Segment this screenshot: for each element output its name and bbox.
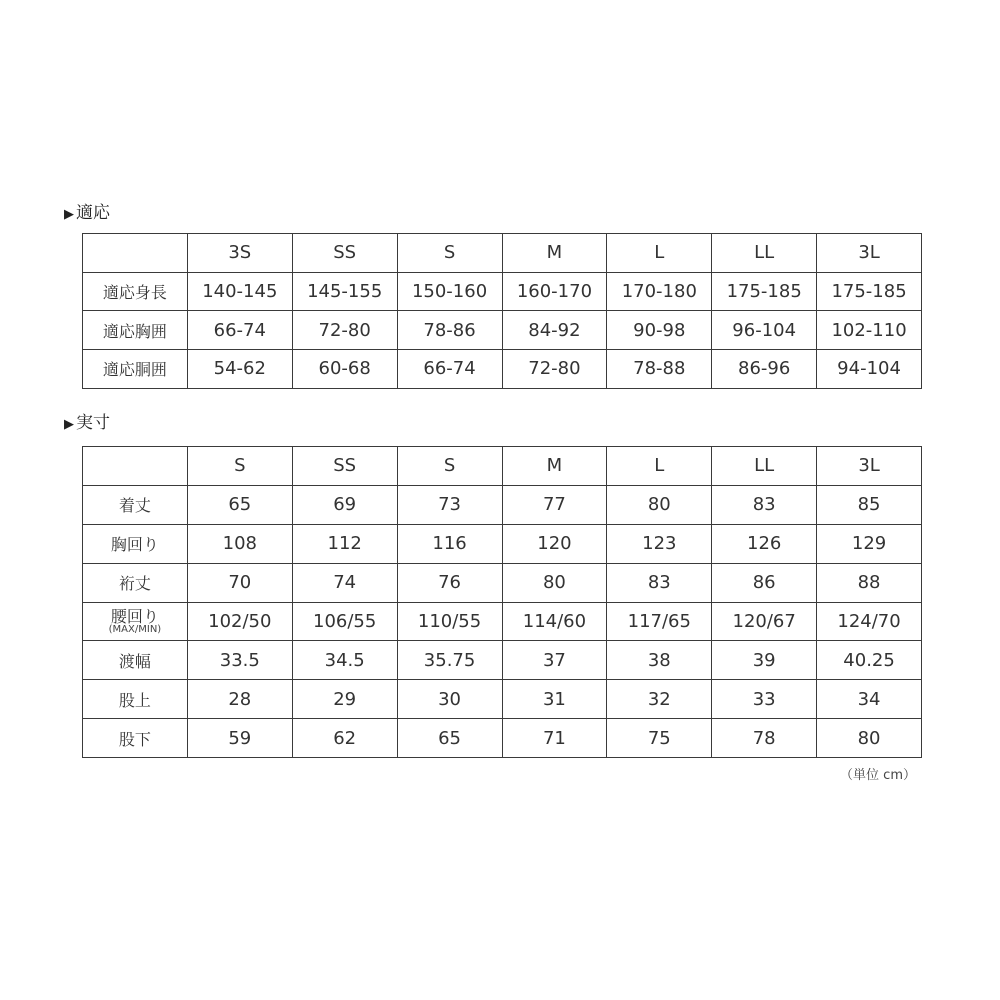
- table-cell: 65: [397, 719, 502, 758]
- table-cell: 94-104: [817, 350, 922, 389]
- table-cell: 150-160: [397, 272, 502, 311]
- table-cell: 88: [817, 563, 922, 602]
- row-label: 裄丈: [83, 563, 188, 602]
- table-cell: 70: [187, 563, 292, 602]
- header-cell: 3S: [187, 234, 292, 273]
- table-cell: 28: [187, 680, 292, 719]
- table-cell: 129: [817, 524, 922, 563]
- measurement-size-table: [82, 446, 922, 758]
- table-row: [83, 563, 922, 602]
- table-cell: 40.25: [817, 641, 922, 680]
- header-cell: [83, 447, 188, 486]
- table-cell: 71: [502, 719, 607, 758]
- header-cell: M: [502, 234, 607, 273]
- table-cell: 140-145: [187, 272, 292, 311]
- fit-size-table: [82, 233, 922, 389]
- table-row: [83, 485, 922, 524]
- row-sublabel: (MAX/MIN): [108, 624, 162, 635]
- triangle-right-icon: ▶: [64, 417, 74, 432]
- header-cell: SS: [292, 234, 397, 273]
- header-cell: S: [187, 447, 292, 486]
- table-cell: 120/67: [712, 602, 817, 641]
- table-cell: 112: [292, 524, 397, 563]
- header-cell: LL: [712, 447, 817, 486]
- table-cell: 34: [817, 680, 922, 719]
- table-cell: 73: [397, 485, 502, 524]
- table-cell: 78-88: [607, 350, 712, 389]
- table-cell: 72-80: [292, 311, 397, 350]
- table-cell: 32: [607, 680, 712, 719]
- table-cell: 78: [712, 719, 817, 758]
- table-cell: 34.5: [292, 641, 397, 680]
- table-cell: 69: [292, 485, 397, 524]
- row-label: 股下: [83, 719, 188, 758]
- table-cell: 60-68: [292, 350, 397, 389]
- row-label: 渡幅: [83, 641, 188, 680]
- header-cell: LL: [712, 234, 817, 273]
- table-cell: 33: [712, 680, 817, 719]
- table-cell: 31: [502, 680, 607, 719]
- table-cell: 90-98: [607, 311, 712, 350]
- table-row: [83, 350, 922, 389]
- table-row: [83, 641, 922, 680]
- header-cell: SS: [292, 447, 397, 486]
- table-cell: 66-74: [187, 311, 292, 350]
- table-cell: 86: [712, 563, 817, 602]
- table-cell: 108: [187, 524, 292, 563]
- table-cell: 114/60: [502, 602, 607, 641]
- row-label: 適応胴囲: [83, 350, 188, 389]
- table-cell: 80: [817, 719, 922, 758]
- table-cell: 76: [397, 563, 502, 602]
- table-cell: 65: [187, 485, 292, 524]
- header-cell: 3L: [817, 234, 922, 273]
- fit-section-title: [64, 198, 110, 223]
- row-label: [83, 602, 188, 641]
- table-cell: 39: [712, 641, 817, 680]
- table-cell: 102-110: [817, 311, 922, 350]
- table-cell: 80: [607, 485, 712, 524]
- measure-section-title: [64, 408, 110, 433]
- table-cell: 83: [607, 563, 712, 602]
- header-cell: 3L: [817, 447, 922, 486]
- table-cell: 110/55: [397, 602, 502, 641]
- table-header-row: [83, 447, 922, 486]
- table-header-row: [83, 234, 922, 273]
- table-cell: 85: [817, 485, 922, 524]
- fit-section-title-text: 適応: [76, 203, 110, 223]
- table-cell: 35.75: [397, 641, 502, 680]
- table-cell: 77: [502, 485, 607, 524]
- table-cell: 120: [502, 524, 607, 563]
- header-cell: S: [397, 447, 502, 486]
- table-cell: 106/55: [292, 602, 397, 641]
- table-cell: 170-180: [607, 272, 712, 311]
- table-cell: 66-74: [397, 350, 502, 389]
- table-cell: 84-92: [502, 311, 607, 350]
- table-row: [83, 524, 922, 563]
- row-label: 胸回り: [83, 524, 188, 563]
- measure-section-title-text: 実寸: [76, 413, 110, 433]
- table-cell: 74: [292, 563, 397, 602]
- row-label: 適応身長: [83, 272, 188, 311]
- triangle-right-icon: ▶: [64, 207, 74, 222]
- table-cell: 72-80: [502, 350, 607, 389]
- table-cell: 96-104: [712, 311, 817, 350]
- table-cell: 145-155: [292, 272, 397, 311]
- table-cell: 80: [502, 563, 607, 602]
- table-cell: 126: [712, 524, 817, 563]
- unit-note: （単位 cm）: [840, 768, 916, 783]
- table-row: [83, 719, 922, 758]
- table-cell: 54-62: [187, 350, 292, 389]
- table-cell: 78-86: [397, 311, 502, 350]
- table-cell: 117/65: [607, 602, 712, 641]
- row-label: 着丈: [83, 485, 188, 524]
- table-row: [83, 311, 922, 350]
- table-cell: 37: [502, 641, 607, 680]
- table-cell: 62: [292, 719, 397, 758]
- table-cell: 116: [397, 524, 502, 563]
- table-cell: 86-96: [712, 350, 817, 389]
- table-cell: 102/50: [187, 602, 292, 641]
- header-cell: L: [607, 234, 712, 273]
- table-cell: 175-185: [817, 272, 922, 311]
- table-cell: 59: [187, 719, 292, 758]
- table-cell: 123: [607, 524, 712, 563]
- table-cell: 160-170: [502, 272, 607, 311]
- table-cell: 83: [712, 485, 817, 524]
- table-row: [83, 602, 922, 641]
- table-row: [83, 272, 922, 311]
- row-label: 股上: [83, 680, 188, 719]
- table-cell: 33.5: [187, 641, 292, 680]
- header-cell: [83, 234, 188, 273]
- table-cell: 124/70: [817, 602, 922, 641]
- row-label-main: 腰回り: [110, 607, 159, 626]
- header-cell: M: [502, 447, 607, 486]
- table-cell: 38: [607, 641, 712, 680]
- table-cell: 75: [607, 719, 712, 758]
- table-row: [83, 680, 922, 719]
- table-cell: 175-185: [712, 272, 817, 311]
- header-cell: L: [607, 447, 712, 486]
- table-cell: 29: [292, 680, 397, 719]
- table-cell: 30: [397, 680, 502, 719]
- row-label: 適応胸囲: [83, 311, 188, 350]
- header-cell: S: [397, 234, 502, 273]
